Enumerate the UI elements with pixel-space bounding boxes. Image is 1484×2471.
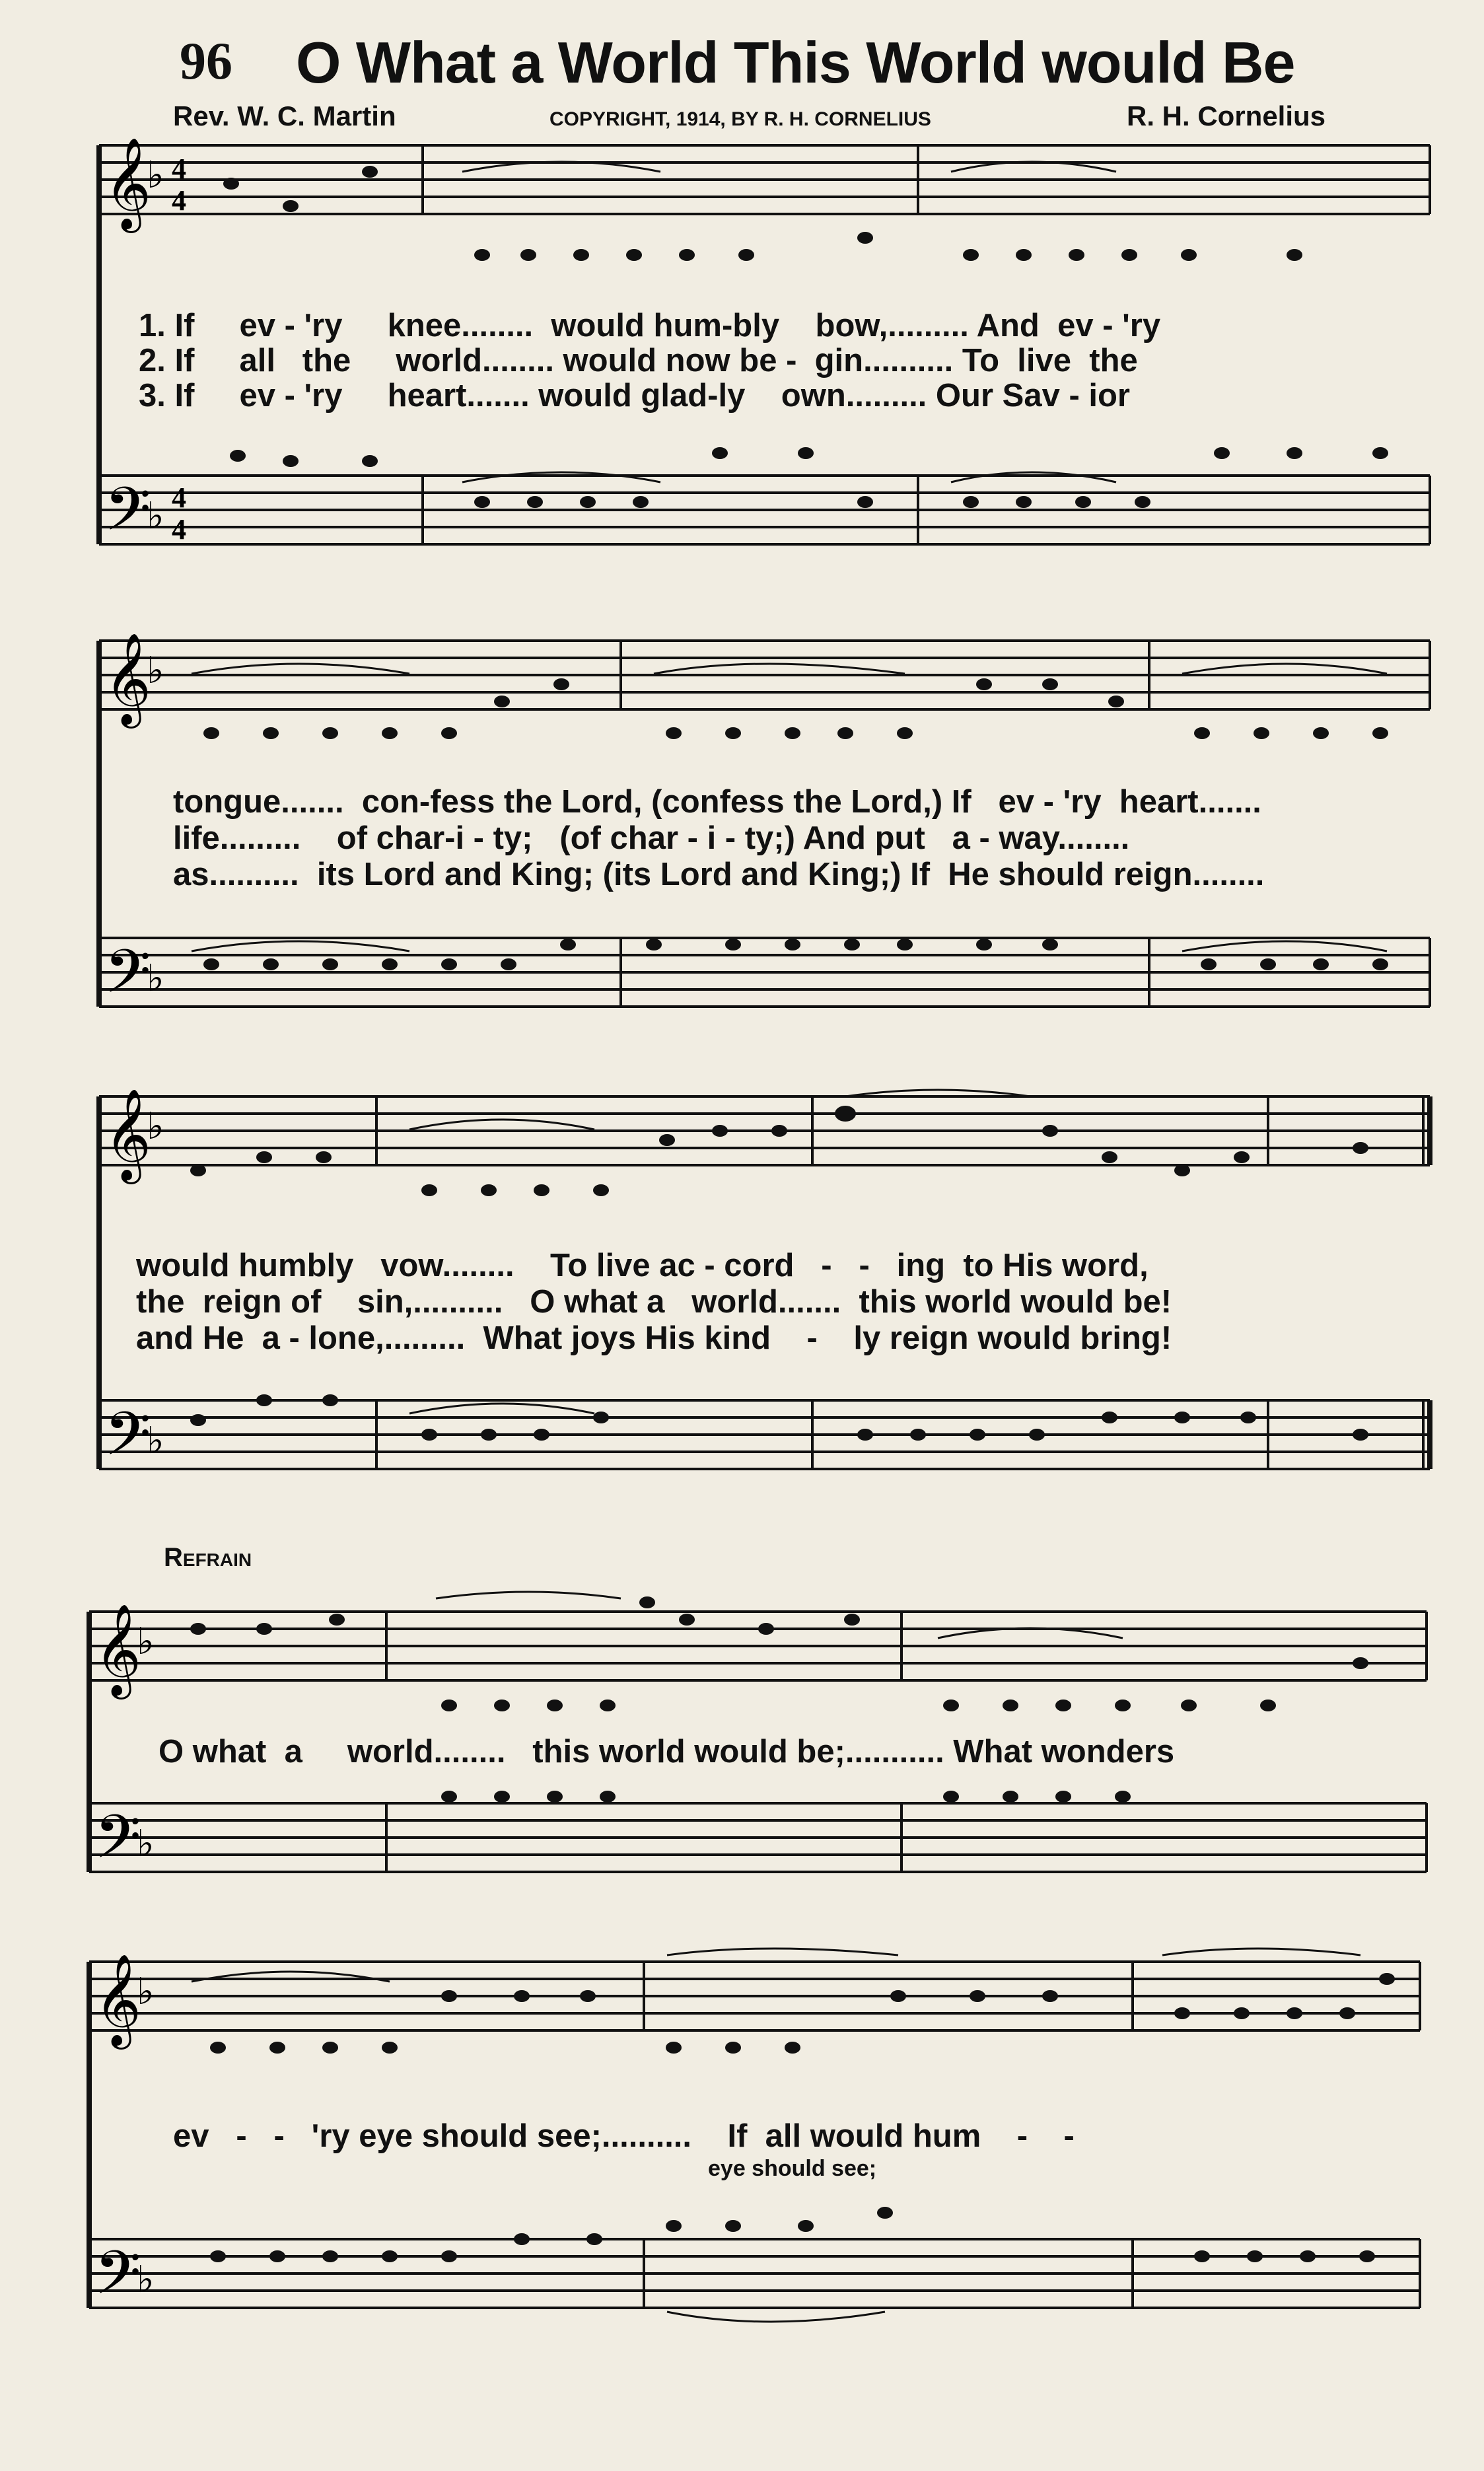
svg-text:♭: ♭ xyxy=(137,1620,155,1663)
svg-text:♭: ♭ xyxy=(147,495,164,538)
verse-1-line-3: would humbly vow........ To live ac - cord - - ing to His word, xyxy=(136,1248,1148,1283)
svg-text:𝄢: 𝄢 xyxy=(104,1399,151,1484)
verse-2-line-2: life......... of char-i - ty; (of char - i - ty;) And put a - way........ xyxy=(173,820,1130,856)
svg-text:𝄢: 𝄢 xyxy=(104,937,151,1021)
svg-text:♭: ♭ xyxy=(147,1419,164,1462)
verse-1-line-2: tongue....... con-fess the Lord, (confess the Lord,) If ev - 'ry heart....... xyxy=(173,784,1261,820)
hymn-number: 96 xyxy=(180,32,232,90)
svg-text:𝄢: 𝄢 xyxy=(94,2238,141,2322)
svg-text:𝄞: 𝄞 xyxy=(104,1089,151,1180)
svg-text:♭: ♭ xyxy=(147,957,164,1000)
svg-text:♭: ♭ xyxy=(137,1822,155,1865)
verse-3-line-1: 3. If ev - 'ry heart....... would glad-ly own......... Our Sav - ior xyxy=(139,378,1130,413)
svg-text:4: 4 xyxy=(172,513,186,546)
hymn-title: O What a World This World would Be xyxy=(296,30,1295,95)
verse-2-line-3: the reign of sin,.......... O what a world....... this world would be! xyxy=(136,1284,1172,1320)
svg-text:𝄢: 𝄢 xyxy=(94,1802,141,1886)
verse-1-line-1: 1. If ev - 'ry knee........ would hum-bly bow,......... And ev - 'ry xyxy=(139,308,1161,343)
copyright-notice: COPYRIGHT, 1914, BY R. H. CORNELIUS xyxy=(549,108,931,130)
verse-3-line-3: and He a - lone,......... What joys His kind - ly reign would bring! xyxy=(136,1320,1172,1356)
svg-text:♭: ♭ xyxy=(147,1105,164,1148)
refrain-label: Refrain xyxy=(164,1543,252,1572)
composer-credit: R. H. Cornelius xyxy=(1127,100,1326,131)
svg-text:𝄞: 𝄞 xyxy=(104,137,151,229)
refrain-line-2-echo: eye should see; xyxy=(708,2156,877,2181)
svg-text:𝄢: 𝄢 xyxy=(104,474,151,559)
svg-text:4: 4 xyxy=(172,482,186,514)
svg-text:4: 4 xyxy=(172,153,186,185)
svg-text:♭: ♭ xyxy=(147,154,164,197)
svg-text:4: 4 xyxy=(172,184,186,217)
verse-3-line-2: as.......... its Lord and King; (its Lord and King;) If He should reign........ xyxy=(173,857,1265,892)
svg-text:♭: ♭ xyxy=(137,2258,155,2301)
svg-text:𝄞: 𝄞 xyxy=(94,1604,141,1696)
refrain-line-2: ev - - 'ry eye should see;.......... If all would hum - - xyxy=(173,2118,1075,2154)
svg-text:♭: ♭ xyxy=(137,1970,155,2013)
refrain-line-1: O what a world........ this world would be;........... What wonders xyxy=(159,1734,1175,1770)
svg-text:𝄞: 𝄞 xyxy=(94,1954,141,2046)
verse-2-line-1: 2. If all the world........ would now be - gin.......... To live the xyxy=(139,343,1138,378)
lyricist-credit: Rev. W. C. Martin xyxy=(173,100,396,131)
svg-text:𝄞: 𝄞 xyxy=(104,633,151,725)
svg-text:♭: ♭ xyxy=(147,649,164,692)
